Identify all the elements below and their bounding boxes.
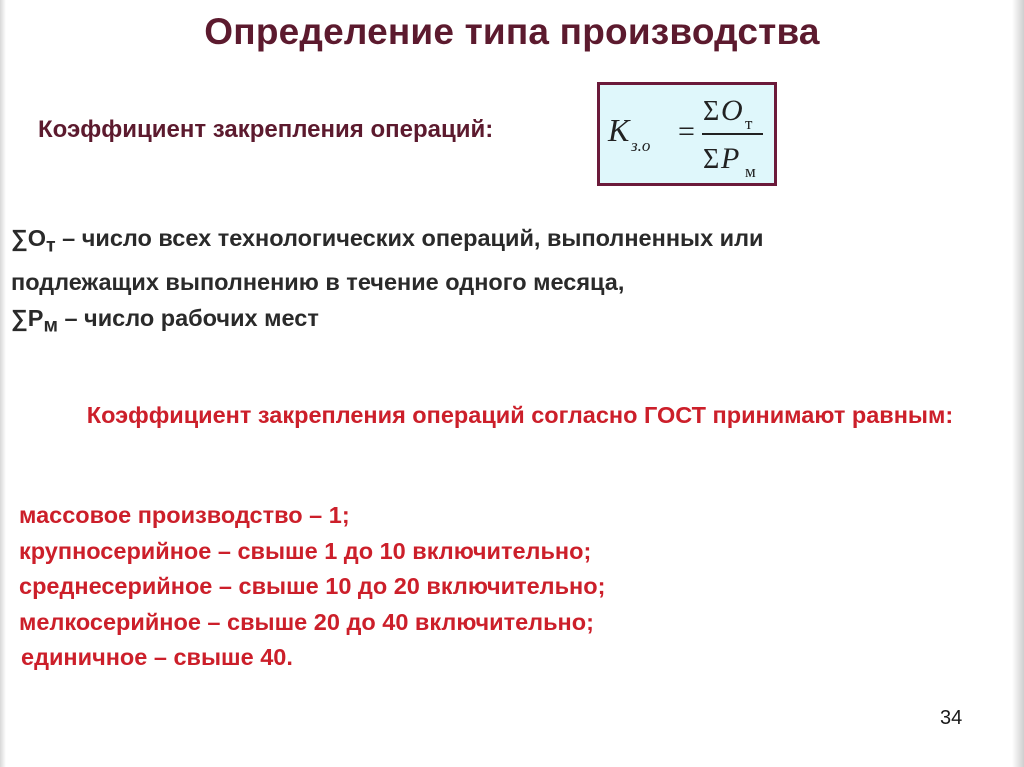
gost-statement: Коэффициент закрепления операций согласно ГОСТ принимают равным:: [86, 402, 954, 428]
formula-num-sub: т: [745, 114, 753, 133]
production-types-list: [19, 498, 605, 676]
production-type-small-batch: мелкосерийное – свыше 20 до 40 включительно;: [19, 608, 594, 635]
sum-p-subscript: м: [43, 314, 58, 337]
sum-o-subscript: т: [46, 234, 56, 257]
slide-left-edge: [0, 0, 6, 767]
page-number: 34: [940, 707, 963, 729]
formula-num-var: O: [721, 94, 743, 127]
formula-num-sigma: Σ: [703, 96, 720, 127]
definition-operations: [11, 220, 1001, 264]
formula-k: K: [608, 112, 630, 148]
production-type-large-batch: крупносерийное – свыше 1 до 10 включительно;: [19, 537, 592, 564]
definition-workplaces-text: – число рабочих мест: [57, 304, 319, 331]
formula: [600, 85, 774, 183]
production-type-single: единичное – свыше 40.: [21, 644, 293, 670]
definition-operations-continued: подлежащих выполнению в течение одного месяца,: [11, 268, 625, 295]
definitions: [11, 220, 1001, 343]
formula-box: [597, 82, 777, 186]
sum-p-symbol: ∑Р: [11, 304, 44, 331]
slide-right-edge: [1012, 0, 1024, 767]
slide-title: Определение типа производства: [204, 11, 820, 52]
sum-o-symbol: ∑О: [11, 225, 47, 251]
formula-den-sigma: Σ: [703, 144, 720, 175]
production-type-medium-batch: среднесерийное – свыше 10 до 20 включительно;: [19, 573, 606, 599]
formula-k-subscript: з.о: [631, 136, 651, 155]
formula-equals: =: [678, 115, 695, 148]
formula-den-var: P: [721, 142, 740, 175]
coefficient-label: Коэффициент закрепления операций:: [38, 116, 494, 143]
production-type-mass: массовое производство – 1;: [19, 502, 350, 528]
definition-workplaces: [11, 300, 1001, 344]
definition-operations-text: – число всех технологических операций, выполненных или: [55, 225, 764, 251]
formula-den-sub: м: [745, 162, 756, 181]
